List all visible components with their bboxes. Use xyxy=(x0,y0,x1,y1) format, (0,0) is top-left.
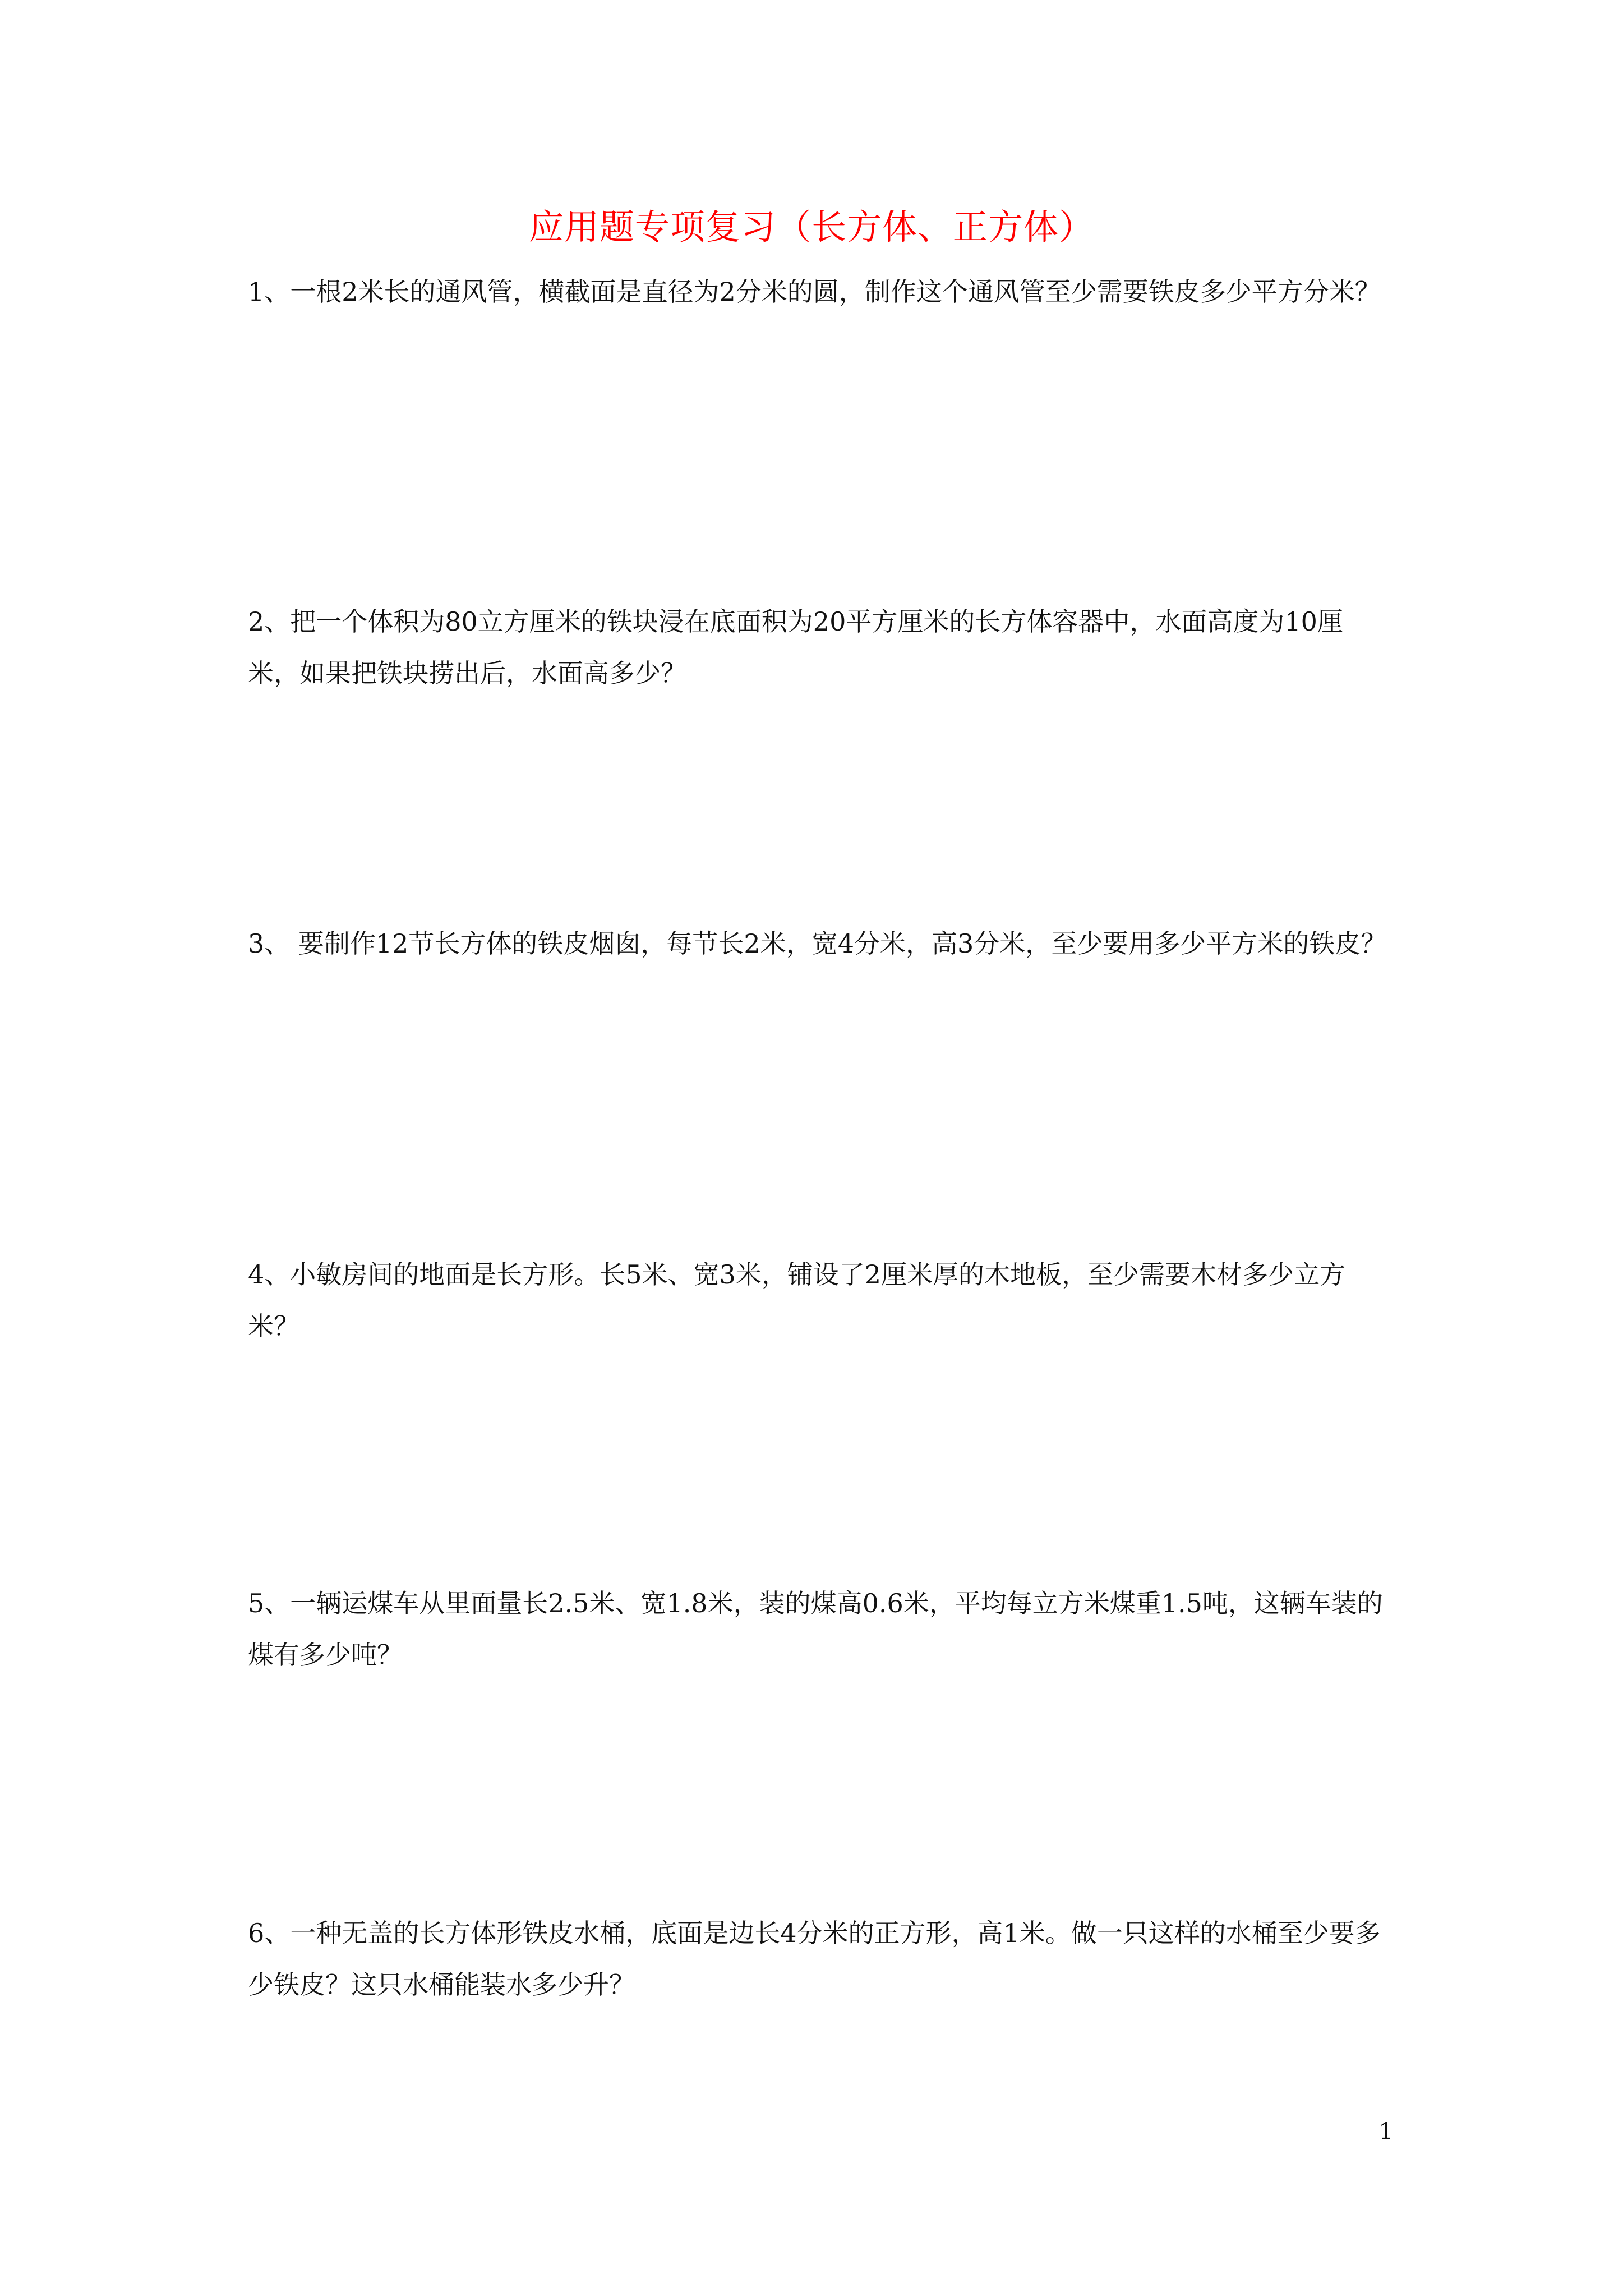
question-5: 5、一辆运煤车从里面量长2.5米、宽1.8米，装的煤高0.6米，平均每立方米煤重1.5吨，这辆车装的煤有多少吨？ xyxy=(248,1588,1383,1670)
question-1: 1、一根2米长的通风管，横截面是直径为2分米的圆，制作这个通风管至少需要铁皮多少平方分米？ xyxy=(248,277,1381,307)
question-6: 6、一种无盖的长方体形铁皮水桶，底面是边长4分米的正方形，高1米。做一只这样的水桶至少要多少铁皮？这只水桶能装水多少升？ xyxy=(248,1918,1381,2000)
question-2: 2、把一个体积为80立方厘米的铁块浸在底面积为20平方厘米的长方体容器中，水面高度为10厘米，如果把铁块捞出后，水面高多少？ xyxy=(248,606,1343,688)
question-3: 3、 要制作12节长方体的铁皮烟囱，每节长2米，宽4分米，高3分米，至少要用多少平方米的铁皮？ xyxy=(248,928,1387,959)
page-number: 1 xyxy=(1378,2119,1393,2145)
page-title: 应用题专项复习（长方体、正方体） xyxy=(528,206,1094,247)
question-4: 4、小敏房间的地面是长方形。长5米、宽3米，铺设了2厘米厚的木地板，至少需要木材多少立方米？ xyxy=(248,1259,1346,1341)
